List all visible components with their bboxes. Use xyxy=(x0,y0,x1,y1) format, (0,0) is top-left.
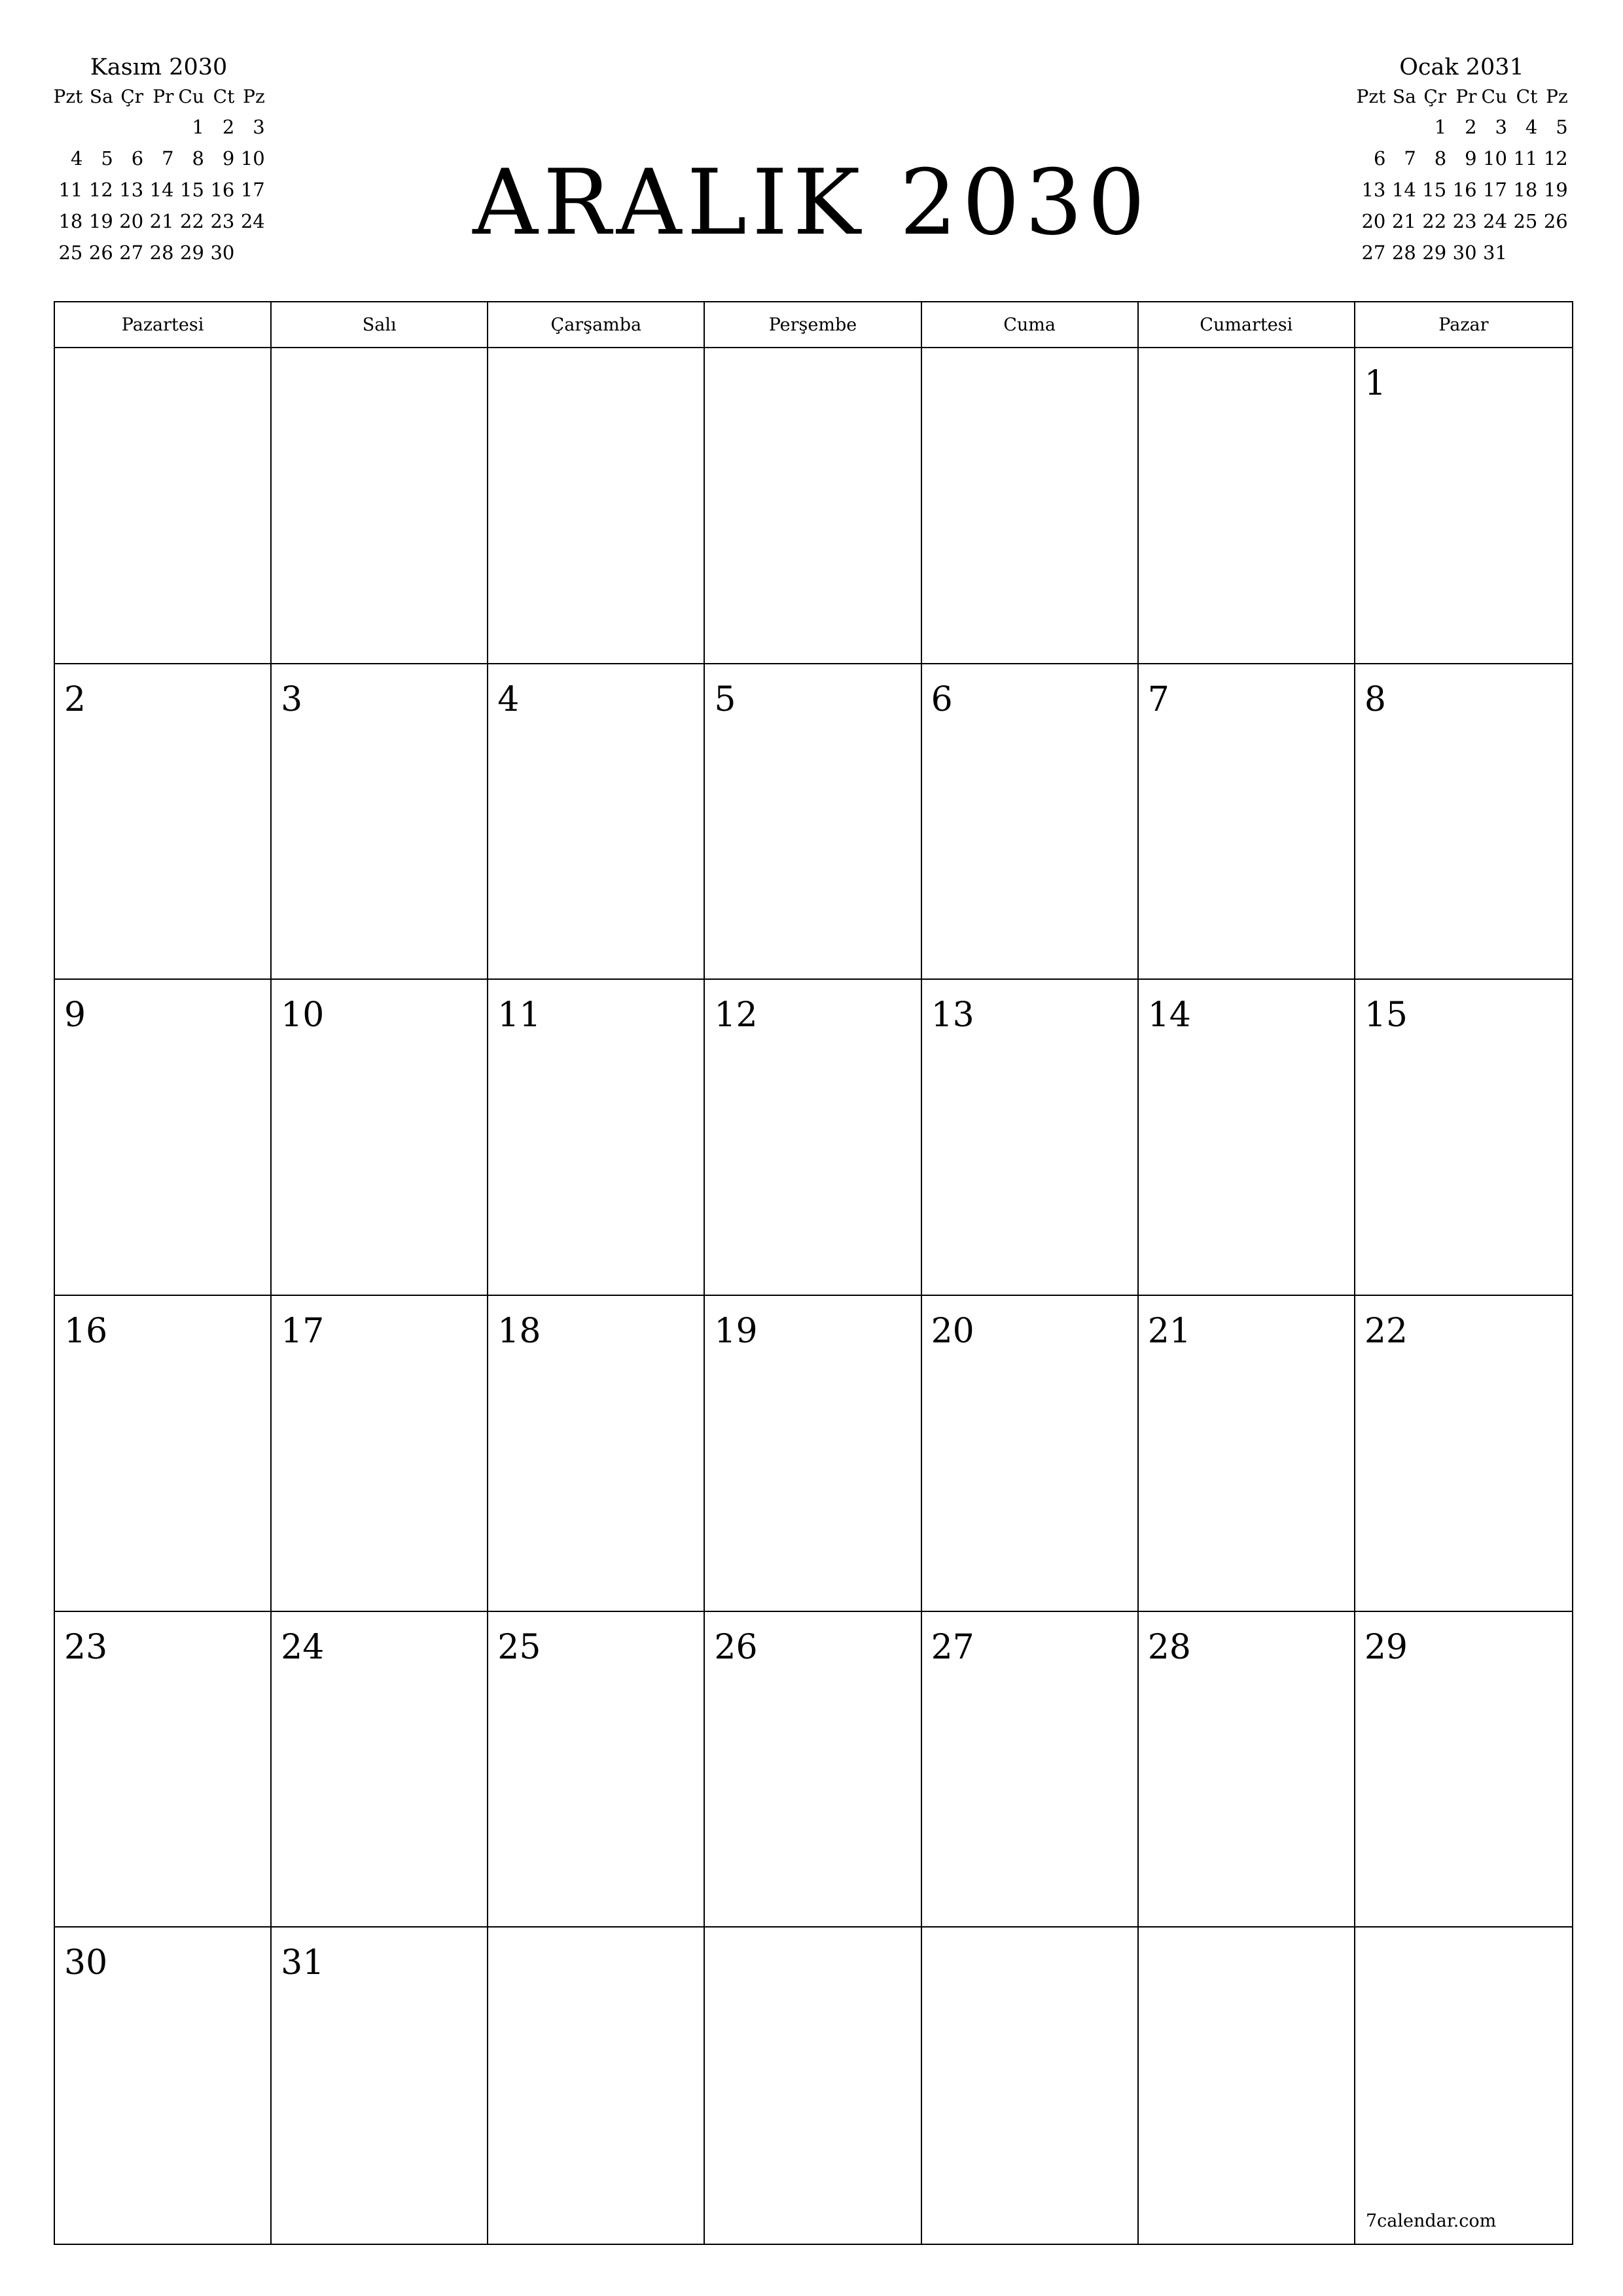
day-cell xyxy=(1355,348,1572,664)
day-cell xyxy=(55,348,272,664)
prev-month-weekday-header: Çr xyxy=(120,86,144,107)
day-cell xyxy=(922,980,1139,1296)
day-number: 6 xyxy=(931,679,953,719)
day-cell xyxy=(55,1612,272,1928)
day-number: 18 xyxy=(497,1311,541,1351)
next-month-day xyxy=(1355,111,1385,143)
day-number: 1 xyxy=(1364,364,1386,403)
prev-month-day: 5 xyxy=(101,147,113,170)
next-month-day: 17 xyxy=(1483,179,1507,201)
prev-month-day: 28 xyxy=(149,242,174,264)
day-number: 25 xyxy=(497,1627,541,1667)
prev-month-day: 19 xyxy=(88,210,113,232)
prev-month-day xyxy=(52,111,82,143)
prev-month-day: 2 xyxy=(222,116,235,138)
weekday-header: Pazar xyxy=(1355,302,1572,348)
next-month-day: 3 xyxy=(1495,116,1507,138)
prev-month-day: 6 xyxy=(131,147,144,170)
prev-month-title: Kasım 2030 xyxy=(90,54,228,81)
weekday-header: Cuma xyxy=(922,302,1139,348)
next-month-day: 9 xyxy=(1465,147,1477,170)
prev-month-weekday-header: Sa xyxy=(89,86,113,107)
prev-month-day: 1 xyxy=(192,116,204,138)
day-cell xyxy=(1355,980,1572,1296)
next-month-day: 19 xyxy=(1543,179,1568,201)
day-cell xyxy=(1355,1296,1572,1612)
day-cell xyxy=(1355,664,1572,980)
day-cell xyxy=(1139,348,1355,664)
day-number: 28 xyxy=(1147,1627,1191,1667)
day-number: 29 xyxy=(1364,1627,1408,1667)
day-cell xyxy=(488,980,705,1296)
day-cell xyxy=(705,348,921,664)
prev-month-day: 15 xyxy=(180,179,204,201)
next-month-day xyxy=(1537,237,1567,268)
day-number: 3 xyxy=(281,679,303,719)
day-number: 11 xyxy=(497,996,541,1035)
day-number: 10 xyxy=(281,996,325,1035)
next-month-day: 22 xyxy=(1422,210,1447,232)
page-title: ARALIK 2030 xyxy=(473,150,1150,255)
day-cell xyxy=(705,980,921,1296)
day-cell xyxy=(1139,1612,1355,1928)
day-number: 23 xyxy=(64,1627,108,1667)
day-cell xyxy=(488,1296,705,1612)
day-number: 12 xyxy=(714,996,758,1035)
day-cell xyxy=(922,1296,1139,1612)
prev-month-day: 25 xyxy=(58,242,83,264)
next-month-day: 25 xyxy=(1513,210,1538,232)
prev-month-weekday-header: Pz xyxy=(243,86,265,107)
day-number: 20 xyxy=(931,1311,974,1351)
prev-month-day: 26 xyxy=(88,242,113,264)
prev-month-weekday-header: Pr xyxy=(152,86,174,107)
month-calendar-grid xyxy=(54,301,1573,2245)
prev-month-weekday-header: Ct xyxy=(213,86,235,107)
prev-month-weekday-header: Cu xyxy=(178,86,204,107)
day-cell xyxy=(488,348,705,664)
day-number: 31 xyxy=(281,1943,325,1983)
next-month-day xyxy=(1385,111,1416,143)
day-number: 26 xyxy=(714,1627,758,1667)
next-month-day: 6 xyxy=(1373,147,1386,170)
next-month-day xyxy=(1507,237,1537,268)
next-month-day: 13 xyxy=(1361,179,1386,201)
prev-month-day: 7 xyxy=(162,147,174,170)
next-month-day: 30 xyxy=(1452,242,1477,264)
prev-month-day xyxy=(113,111,143,143)
prev-month-day: 11 xyxy=(58,179,83,201)
weekday-header: Cumartesi xyxy=(1139,302,1355,348)
prev-month-day: 9 xyxy=(222,147,235,170)
next-month-day: 28 xyxy=(1391,242,1416,264)
next-month-weekday-header: Cu xyxy=(1481,86,1507,107)
next-month-day: 1 xyxy=(1434,116,1447,138)
next-month-day: 7 xyxy=(1404,147,1416,170)
day-number: 4 xyxy=(497,679,520,719)
day-cell xyxy=(1139,1928,1355,2244)
next-month-mini-calendar xyxy=(1355,52,1568,268)
day-number: 27 xyxy=(931,1627,974,1667)
day-number: 30 xyxy=(64,1943,108,1983)
day-cell xyxy=(272,1928,488,2244)
next-month-weekday-header: Çr xyxy=(1423,86,1447,107)
next-month-day: 14 xyxy=(1391,179,1416,201)
day-cell xyxy=(55,664,272,980)
day-cell xyxy=(1355,1928,1572,2244)
day-number: 15 xyxy=(1364,996,1408,1035)
day-cell xyxy=(272,664,488,980)
prev-month-day: 23 xyxy=(210,210,235,232)
next-month-day: 23 xyxy=(1452,210,1477,232)
next-month-weekday-header: Pzt xyxy=(1356,86,1386,107)
prev-month-day: 22 xyxy=(180,210,204,232)
day-cell xyxy=(488,1928,705,2244)
prev-month-day: 29 xyxy=(180,242,204,264)
day-cell xyxy=(488,1612,705,1928)
prev-month-day: 3 xyxy=(253,116,265,138)
prev-month-day: 13 xyxy=(119,179,144,201)
day-number: 14 xyxy=(1147,996,1191,1035)
day-cell xyxy=(1139,980,1355,1296)
prev-month-weekday-header: Pzt xyxy=(53,86,83,107)
day-cell xyxy=(55,980,272,1296)
next-month-day: 8 xyxy=(1434,147,1447,170)
next-month-day: 15 xyxy=(1422,179,1447,201)
next-month-day: 10 xyxy=(1483,147,1507,170)
day-cell xyxy=(1139,1296,1355,1612)
next-month-day: 11 xyxy=(1513,147,1538,170)
next-month-day: 24 xyxy=(1483,210,1507,232)
day-number: 17 xyxy=(281,1311,325,1351)
next-month-day: 20 xyxy=(1361,210,1386,232)
day-cell xyxy=(705,1612,921,1928)
next-month-day: 29 xyxy=(1422,242,1447,264)
day-cell xyxy=(55,1296,272,1612)
day-number: 22 xyxy=(1364,1311,1408,1351)
prev-month-day: 4 xyxy=(70,147,83,170)
next-month-weekday-header: Pr xyxy=(1455,86,1477,107)
day-number: 9 xyxy=(64,996,86,1035)
day-cell xyxy=(705,1928,921,2244)
next-month-day: 18 xyxy=(1513,179,1538,201)
weekday-header: Salı xyxy=(272,302,488,348)
prev-month-day: 12 xyxy=(88,179,113,201)
next-month-day: 31 xyxy=(1483,242,1507,264)
next-month-day: 16 xyxy=(1452,179,1477,201)
day-number: 2 xyxy=(64,679,86,719)
day-number: 5 xyxy=(714,679,736,719)
next-month-day: 4 xyxy=(1525,116,1538,138)
day-number: 19 xyxy=(714,1311,758,1351)
day-cell xyxy=(272,348,488,664)
prev-month-day xyxy=(143,111,173,143)
weekday-header: Pazartesi xyxy=(55,302,272,348)
next-month-day: 2 xyxy=(1465,116,1477,138)
day-number: 8 xyxy=(1364,679,1386,719)
weekday-header: Perşembe xyxy=(705,302,921,348)
next-month-day: 21 xyxy=(1391,210,1416,232)
prev-month-day: 20 xyxy=(119,210,144,232)
day-number: 16 xyxy=(64,1311,108,1351)
site-credit: 7calendar.com xyxy=(1366,2211,1497,2231)
next-month-weekday-header: Pz xyxy=(1546,86,1568,107)
day-cell xyxy=(55,1928,272,2244)
prev-month-day: 18 xyxy=(58,210,83,232)
prev-month-day: 16 xyxy=(210,179,235,201)
day-cell xyxy=(922,664,1139,980)
day-number: 21 xyxy=(1147,1311,1191,1351)
day-cell xyxy=(705,664,921,980)
day-cell xyxy=(922,1928,1139,2244)
prev-month-day xyxy=(82,111,113,143)
day-cell xyxy=(272,1296,488,1612)
day-cell xyxy=(1139,664,1355,980)
next-month-day: 5 xyxy=(1556,116,1568,138)
day-number: 7 xyxy=(1147,679,1169,719)
prev-month-day: 10 xyxy=(240,147,265,170)
day-cell xyxy=(922,348,1139,664)
prev-month-day: 21 xyxy=(149,210,174,232)
day-cell xyxy=(705,1296,921,1612)
day-number: 24 xyxy=(281,1627,325,1667)
next-month-day: 26 xyxy=(1543,210,1568,232)
next-month-weekday-header: Sa xyxy=(1392,86,1416,107)
weekday-header: Çarşamba xyxy=(488,302,705,348)
next-month-weekday-header: Ct xyxy=(1516,86,1538,107)
prev-month-day: 8 xyxy=(192,147,204,170)
prev-month-day: 17 xyxy=(240,179,265,201)
day-cell xyxy=(488,664,705,980)
prev-month-day: 27 xyxy=(119,242,144,264)
next-month-grid xyxy=(1355,82,1568,268)
day-cell xyxy=(272,1612,488,1928)
next-month-day: 27 xyxy=(1361,242,1386,264)
prev-month-day: 14 xyxy=(149,179,174,201)
prev-month-day: 24 xyxy=(240,210,265,232)
next-month-day: 12 xyxy=(1543,147,1568,170)
next-month-title: Ocak 2031 xyxy=(1399,54,1524,81)
day-cell xyxy=(1355,1612,1572,1928)
prev-month-day: 30 xyxy=(210,242,235,264)
day-cell xyxy=(272,980,488,1296)
day-cell xyxy=(922,1612,1139,1928)
day-number: 13 xyxy=(931,996,974,1035)
